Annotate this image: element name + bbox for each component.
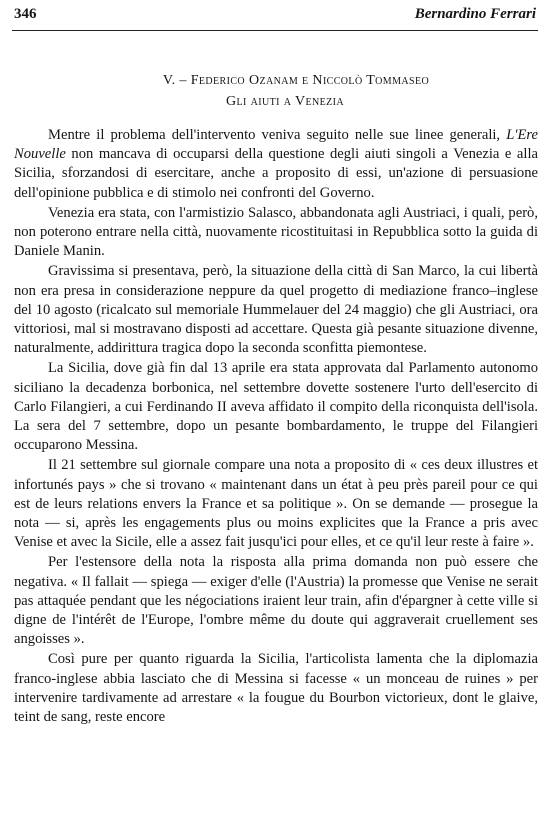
newspaper-title: L'Ere Nouvelle <box>14 127 538 163</box>
chapter-title: V. – Federico Ozanam e Niccolò Tommaseo <box>162 73 430 88</box>
paragraph-1 <box>14 126 538 203</box>
body-text <box>14 126 538 727</box>
page-number: 346 <box>14 6 37 22</box>
paragraph-1-text-b: non mancava di occuparsi della questione degli aiuti singoli a Venezia e alla Sicilia, sforzandosi di esercitare, anche a proposito di essi, un'azione di persuasione dell'opinione pubblica e di stimolo nei confronti del Governo. <box>14 146 538 201</box>
paragraph-6: Per l'estensore della nota la risposta alla prima domanda non può essere che negativa. « Il fallait — spiega — exiger d'elle (l'Austria) la promesse que Venise ne serait pas attaquée pendant que les négociations iraient leur train, afin d'épargner à cette ville si digne de l'intérêt de l'Europe, l'ombre même du doute qui aggraverait cruellement ses angoisses ». <box>14 554 538 648</box>
paragraph-2: Venezia era stata, con l'armistizio Salasco, abbandonata agli Austriaci, i quali, però, non poterono entrare nella città, nuovamente ricostituitasi in Repubblica sotto la guida di Daniele Manin. <box>14 204 538 260</box>
paragraph-5: Il 21 settembre sul giornale compare una nota a proposito di « ces deux illustres et infortunés pays » che si trovano « maintenant dans un état à peu près pareil pour ce qui est de leurs relations envers la France et sa politique ». On se demande — prosegue la nota — si, après les engagements plus ou moins explicites que la France a pris avec Venise et avec la Sicile, elle a assez fait jusqu'ici pour elles, et ce qu'il leur reste à faire ». <box>14 457 538 551</box>
running-head <box>14 6 536 28</box>
chapter-subtitle: Gli aiuti a Venezia <box>225 94 345 109</box>
chapter-heading <box>0 70 550 112</box>
paragraph-1-text-a: Mentre il problema dell'intervento veniva seguito nelle sue linee generali, <box>48 127 507 143</box>
paragraph-3: Gravissima si presentava, però, la situazione della città di San Marco, la cui libertà non era presa in considerazione neppure da quel progetto di mediazione franco–inglese del 10 agosto (ricalcato sul memoriale Hummelauer del 24 maggio) che gli Austriaci, ora vittoriosi, mal si mostravano disposti ad accettare. Questa già pesante situazione divenne, naturalmente, addirittura tragica dopo la seconda sconfitta piemontese. <box>14 263 538 357</box>
header-rule <box>12 30 538 31</box>
paragraph-7: Così pure per quanto riguarda la Sicilia, l'articolista lamenta che la diplomazia franco-inglese abbia lasciato che di Messina si facesse « un monceau de ruines » per intervenire tardivamente ad arrestare « la fougue du Bourbon victorieux, dont le glaive, teint de sang, reste encore <box>14 651 538 726</box>
paragraph-4: La Sicilia, dove già fin dal 13 aprile era stata approvata dal Parlamento autonomo siciliano la decadenza borbonica, nel settembre dovette sostenere l'urto dell'esercito di Carlo Filangieri, a cui Ferdinando II aveva affidato il compito della riconquista dell'isola. La sera del 7 settembre, dopo un pesante bombardamento, le truppe del Filangieri occuparono Messina. <box>14 360 538 454</box>
running-title: Bernardino Ferrari <box>414 6 536 22</box>
